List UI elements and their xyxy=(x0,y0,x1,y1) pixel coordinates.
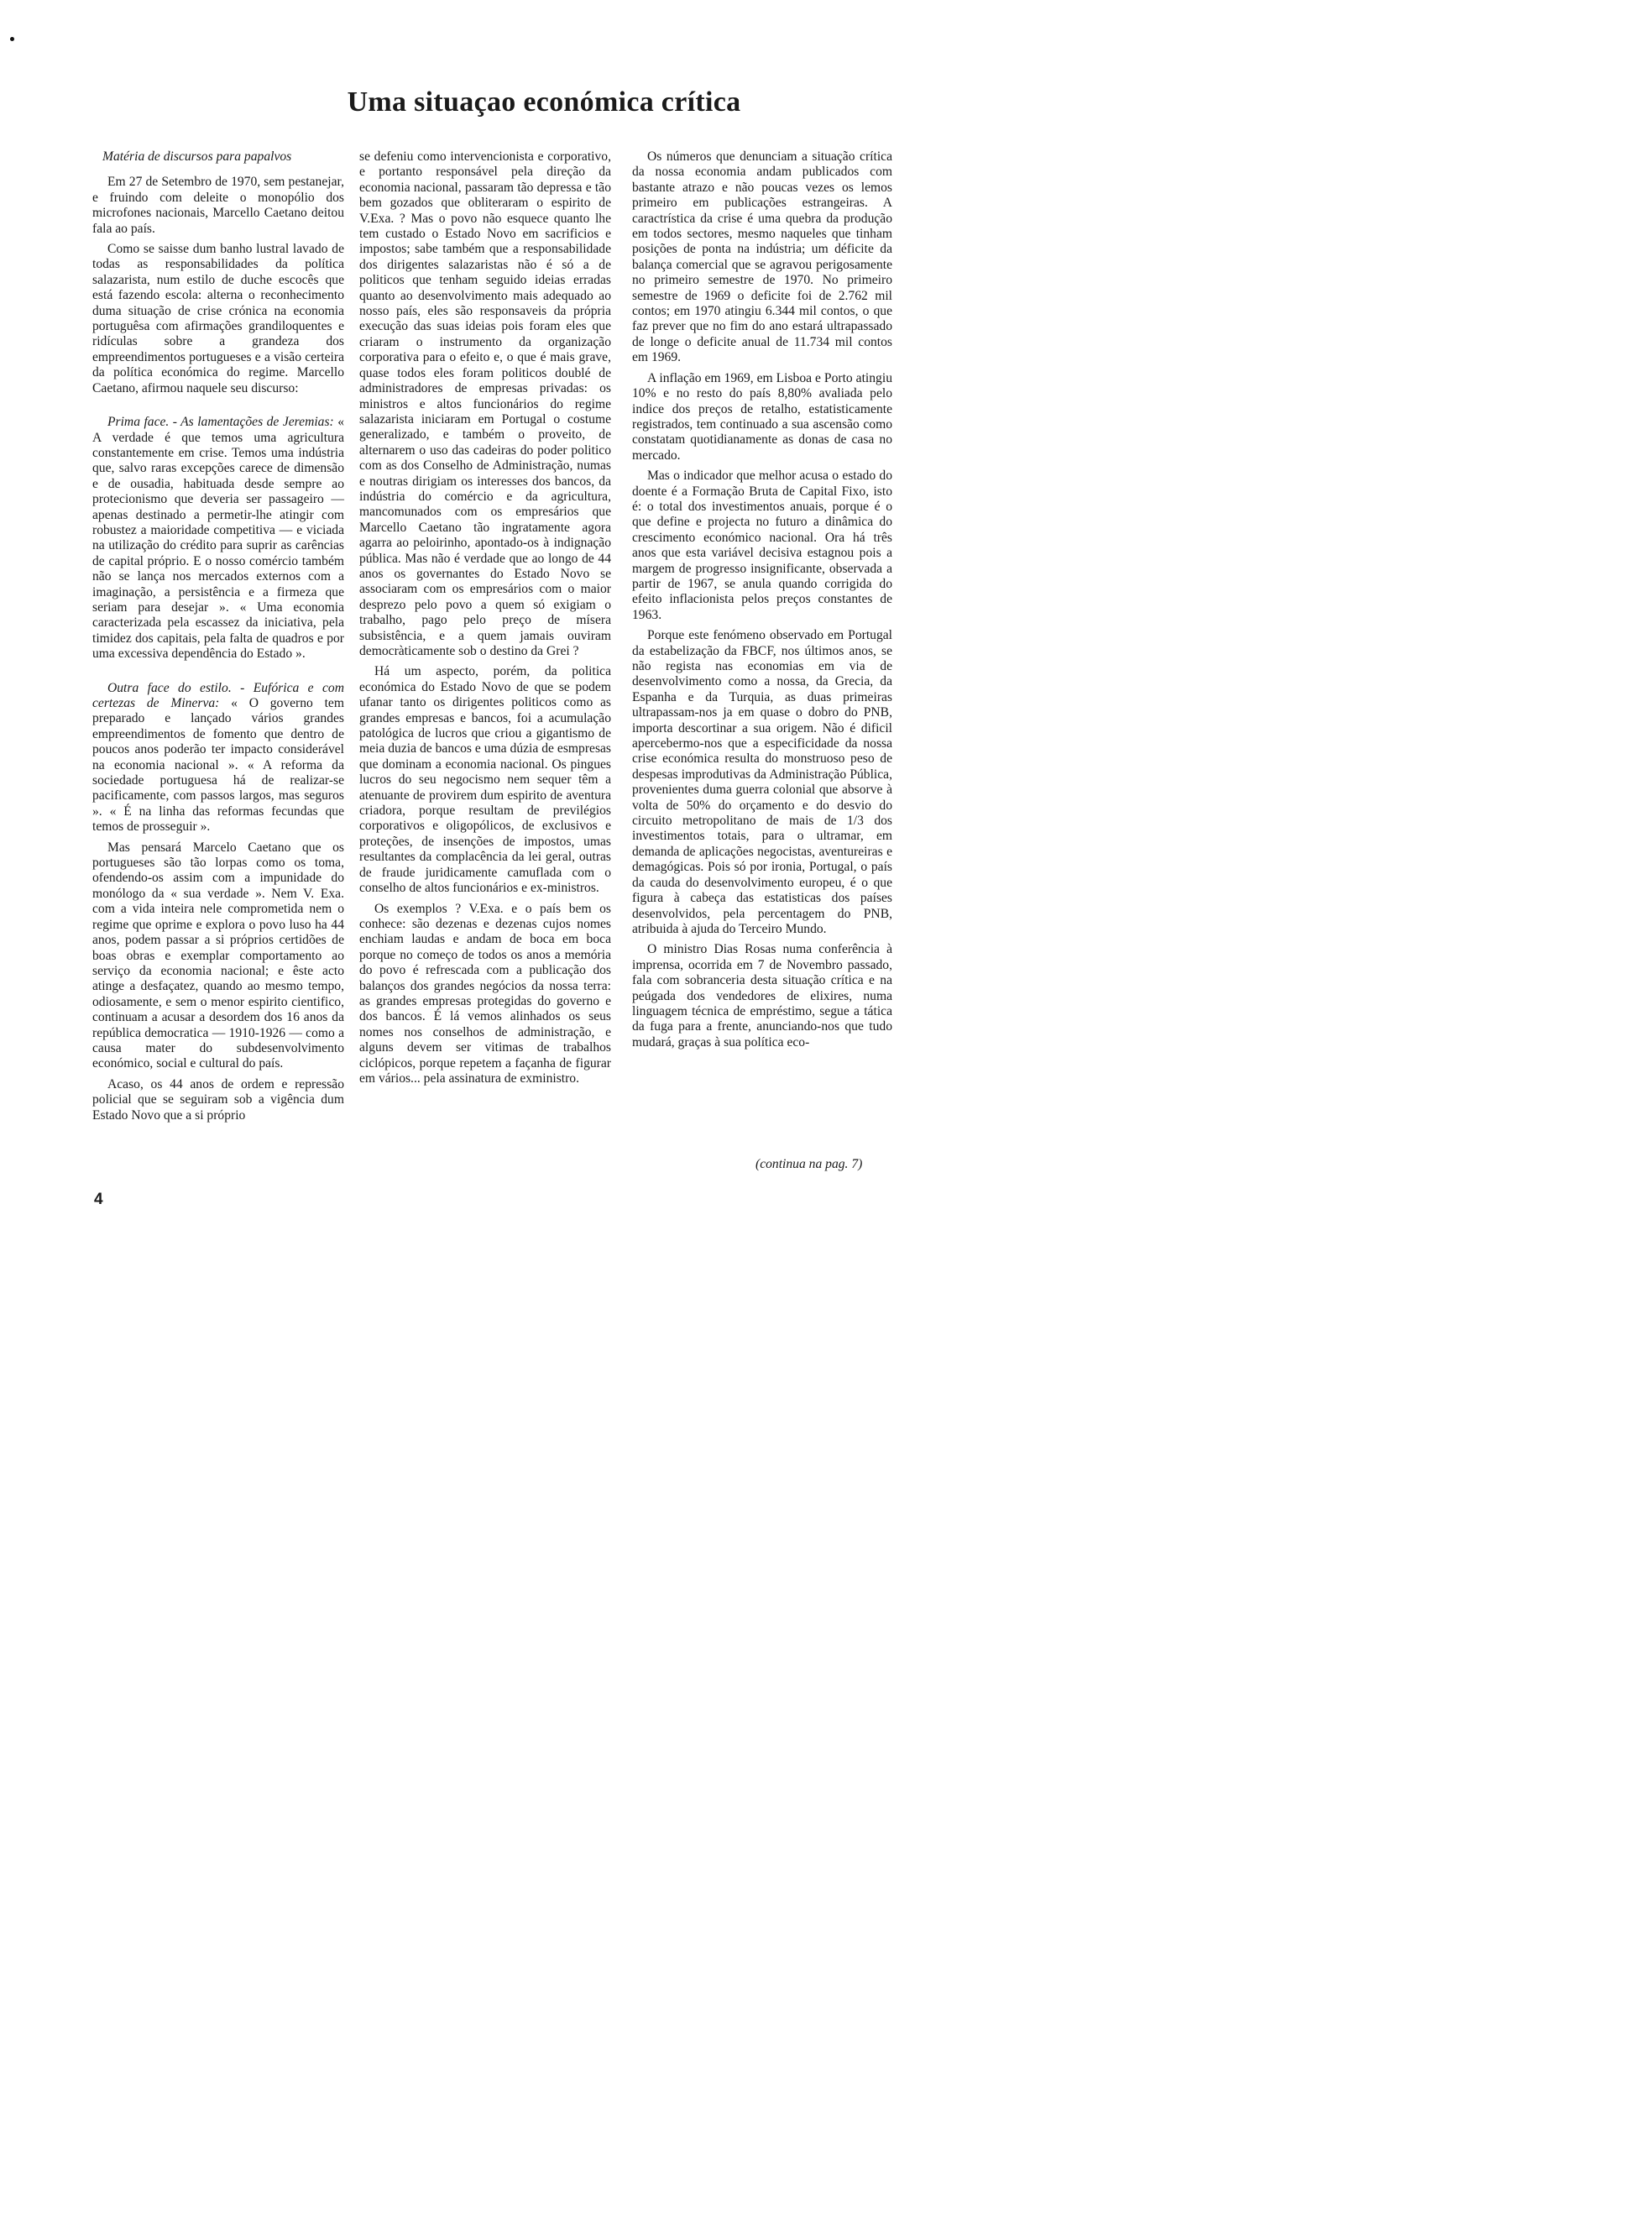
subheading: Prima face. - As lamentações de Jeremias: xyxy=(107,415,334,430)
continuation-note: (continua na pag. 7) xyxy=(755,1157,863,1171)
column-1 xyxy=(92,149,344,1128)
column-2 xyxy=(359,149,611,1091)
column-3 xyxy=(632,149,892,1055)
print-speck xyxy=(10,37,14,41)
paragraph: Como se saisse dum banho lustral lavado de todas as responsabilidades da política salazarista, num estilo de duche escocês que está fazendo escola: alterna o reconhecimento duma situação de crise crónica na economia portuguêsa com afirmações grandiloquentes e ridículas sobre a grandeza dos empreendimentos portugueses e a visão certeira da política económica do regime. Marcello Caetano, afirmou naquele seu discurso: xyxy=(92,242,344,395)
paragraph: Há um aspecto, porém, da politica económica do Estado Novo de que se podem ufanar tanto os dirigentes politicos como as grandes empresas e bancos, foi a acumulação patológica de lucros que criou a gigantismo de meia duzia de bancos e uma dúzia de esmpresas que dominam a economia nacional. Os pingues lucros do seu negocismo nem sequer têm a atenuante de provirem dum espirito de aventura criadora, porque resultam de previlégios corporativos e oligopólicos, de exclusivos e proteções, de insenções de impostos, umas resultantes da complacência da lei geral, outras de fraude juridicamente camuflada com o conselho de altos funcionários e ex-ministros. xyxy=(359,664,611,896)
paragraph: Os exemplos ? V.Exa. e o país bem os conhece: são dezenas e dezenas cujos nomes enchiam laudas e andam de boca em boca porque no começo de todos os anos a memória do povo é refrescada com a publicação dos balanços dos grandes negócios da nossa terra: as grandes empresas protegidas do governo e dos bancos. É lá vemos alinhados os seus nomes nos conselhos de administração, e alguns devem ser vitimas de trabalhos ciclópicos, porque repetem a façanha de figurar em vários... pela assinatura de exministro. xyxy=(359,901,611,1086)
paragraph-quote-1 xyxy=(92,415,344,662)
paragraph: O ministro Dias Rosas numa conferência à imprensa, ocorrida em 7 de Novembro passado, fala com sobranceria desta situação crítica e na peúgada dos vendedores de elixires, numa linguagem técnica de empréstimo, segue a tática da fuga para a frente, anunciando-nos que tudo mudará, graças à sua política eco- xyxy=(632,942,892,1050)
paragraph: Mas pensará Marcelo Caetano que os portugueses são tão lorpas como os toma, ofendendo-os assim com a impunidade do monólogo da « sua verdade ». Nem V. Exa. com a vida inteira nele comprometida nem o regime que oprime e explora o povo luso ha 44 anos, podem passar a si próprios certidões de boas obras e exemplar comportamento ao serviço da economia nacional; e êste acto atinge a desfaçatez, quando ao mesmo tempo, odiosamente, e sem o menor espirito cientifico, continuam a acusar a desordem dos 16 anos da república democratica — 1910-1926 — como a causa mater do subdesenvolvimento económico, social e cultural do país. xyxy=(92,840,344,1071)
quote-text: « O governo tem preparado e lançado vários grandes empreendimentos de fomento que dentro de poucos anos poderão ter impacto considerável na economia nacional ». « A reforma da sociedade portuguesa há de realizar-se pacificamente, com passos largos, mas seguros ». « É na linha das reformas fecundas que temos de prosseguir ». xyxy=(92,696,344,835)
quote-text: « A verdade é que temos uma agricultura constantemente em crise. Temos uma indústria que, salvo raras excepções carece de dimensão e de ousadia, habituada desde sempre ao protecionismo que deveria ser passageiro — apenas destinado a permetir-lhe atingir com robustez a maioridade competitiva — e viciada na utilização do crédito para suprir as carências de capital próprio. E o nosso comércio também não se lança nos mercados externos com a imaginação, a persistência e a firmeza que seriam para desejar ». « Uma economia caracterizada pela escassez da iniciativa, pela timidez dos capitais, pela falta de quadros e por uma excessiva dependência do Estado ». xyxy=(92,415,344,662)
section-intro: Matéria de discursos para papalvos xyxy=(102,149,292,164)
paragraph: se defeniu como intervencionista e corporativo, e portanto responsável pela direção da economia nacional, passaram tão depressa e tão bem gozados que obliteraram o espirito de V.Exa. ? Mas o povo não esquece quanto lhe tem custado o Estado Novo em sacrificios e impostos; sabe também que a responsabilidade dos dirigentes salazaristas não é só a de politicos que tenham seguido ideias erradas quanto ao desenvolvimento mais adequado ao nosso país, eles são responsaveis da própria execução das suas ideias pois foram eles que criaram o instrumento da organização corporativa para o efeito e, o que é mais grave, quase todos eles foram politicos doublé de administradores de empresas privadas: os ministros e altos funcionários do regime salazarista iniciaram em Portugal o costume generalizado, e também o proveito, de alternarem o uso das cadeiras do poder politico com as dos Conselho de Administração, numas e noutras dirigiam os interesses dos bancos, da indústria do comércio e da agricultura, mancomunados com os empresários que Marcello Caetano tão ingratamente agora agarra ao peloirinho, apontado-os à indignação pública. Mas não é verdade que ao longo de 44 anos os governantes do Estado Novo se associaram com os empresários com o maior desprezo pelo povo a quem só exigiam o trabalho, pago pelo preço de mísera subsistência, e a quem jamais ouviram democràticamente sob o destino da Grei ? xyxy=(359,149,611,658)
paragraph: Em 27 de Setembro de 1970, sem pestanejar, e fruindo com deleite o monopólio dos microfones nacionais, Marcello Caetano deitou fala ao país. xyxy=(92,175,344,236)
subheading: Outra face do estilo. - Eufórica e com certezas de Minerva: xyxy=(92,680,344,710)
page-number: 4 xyxy=(94,1191,103,1208)
paragraph: Os números que denunciam a situação crítica da nossa economia andam publicados com bastante atrazo e não poucas vezes os lemos primeiro em publicações estrangeiras. A caractrística da crise é uma quebra da produção em todos sectores, mesmo naqueles que tinham posições de ponta na indústria; um déficite da balança comercial que se agravou perigosamente no primeiro semestre de 1970. No primeiro semestre de 1969 o deficite foi de 2.762 mil contos; em 1970 atingiu 6.344 mil contos, o que faz prever que no fim do ano estará ultrapassado de longe o deficite anual de 11.734 mil contos em 1969. xyxy=(632,149,892,365)
paragraph-quote-2 xyxy=(92,681,344,835)
paragraph: Porque este fenómeno observado em Portugal da estabelização da FBCF, nos últimos anos, se não regista nas economias em via de desenvolvimento como a nossa, da Grecia, da Espanha e da Turquia, as duas primeiras ultrapassam-nos ja em quase o dobro do PNB, importa descortinar a sua origem. Não é dificil apercebermo-nos que a especificidade da nossa crise económica resulta do monstruoso peso de despesas improdutivas da Administração Pública, provenientes duma guerra colonial que absorve à volta de 50% do orçamento e do desvio do circuito metropolitano de mais de 1/3 dos investimentos totais, para o ultramar, em demanda de aplicações negocistas, aventureiras e demagógicas. Pois só por ironia, Portugal, o país da cauda do desenvolvimento europeu, é o que figura à cabeça das estatisticas dos países desenvolvidos, pela percentagem do PNB, atribuida à ajuda do Terceiro Mundo. xyxy=(632,628,892,936)
article-title: Uma situaçao económica crítica xyxy=(347,86,741,118)
paragraph: Mas o indicador que melhor acusa o estado do doente é a Formação Bruta de Capital Fixo, isto é: o total dos investimentos anuais, porque é o que define e projecta no futuro a dinâmica do crescimento económico nacional. Ora há três anos que esta variável decisiva estagnou pois a margem de progresso insignificante, observada a partir de 1967, se anula quando corrigida do efeito inflacionista pelos preços constantes de 1963. xyxy=(632,469,892,622)
paragraph: Acaso, os 44 anos de ordem e repressão policial que se seguiram sob a vigência dum Estado Novo que a si próprio xyxy=(92,1076,344,1123)
article-page xyxy=(0,0,970,1317)
paragraph: A inflação em 1969, em Lisboa e Porto atingiu 10% e no resto do país 8,80% avaliada pelo indice dos preços de retalho, estatisticamente registrados, tem continuado a sua ascensão como constatam quotidianamente as donas de casa no mercado. xyxy=(632,370,892,463)
